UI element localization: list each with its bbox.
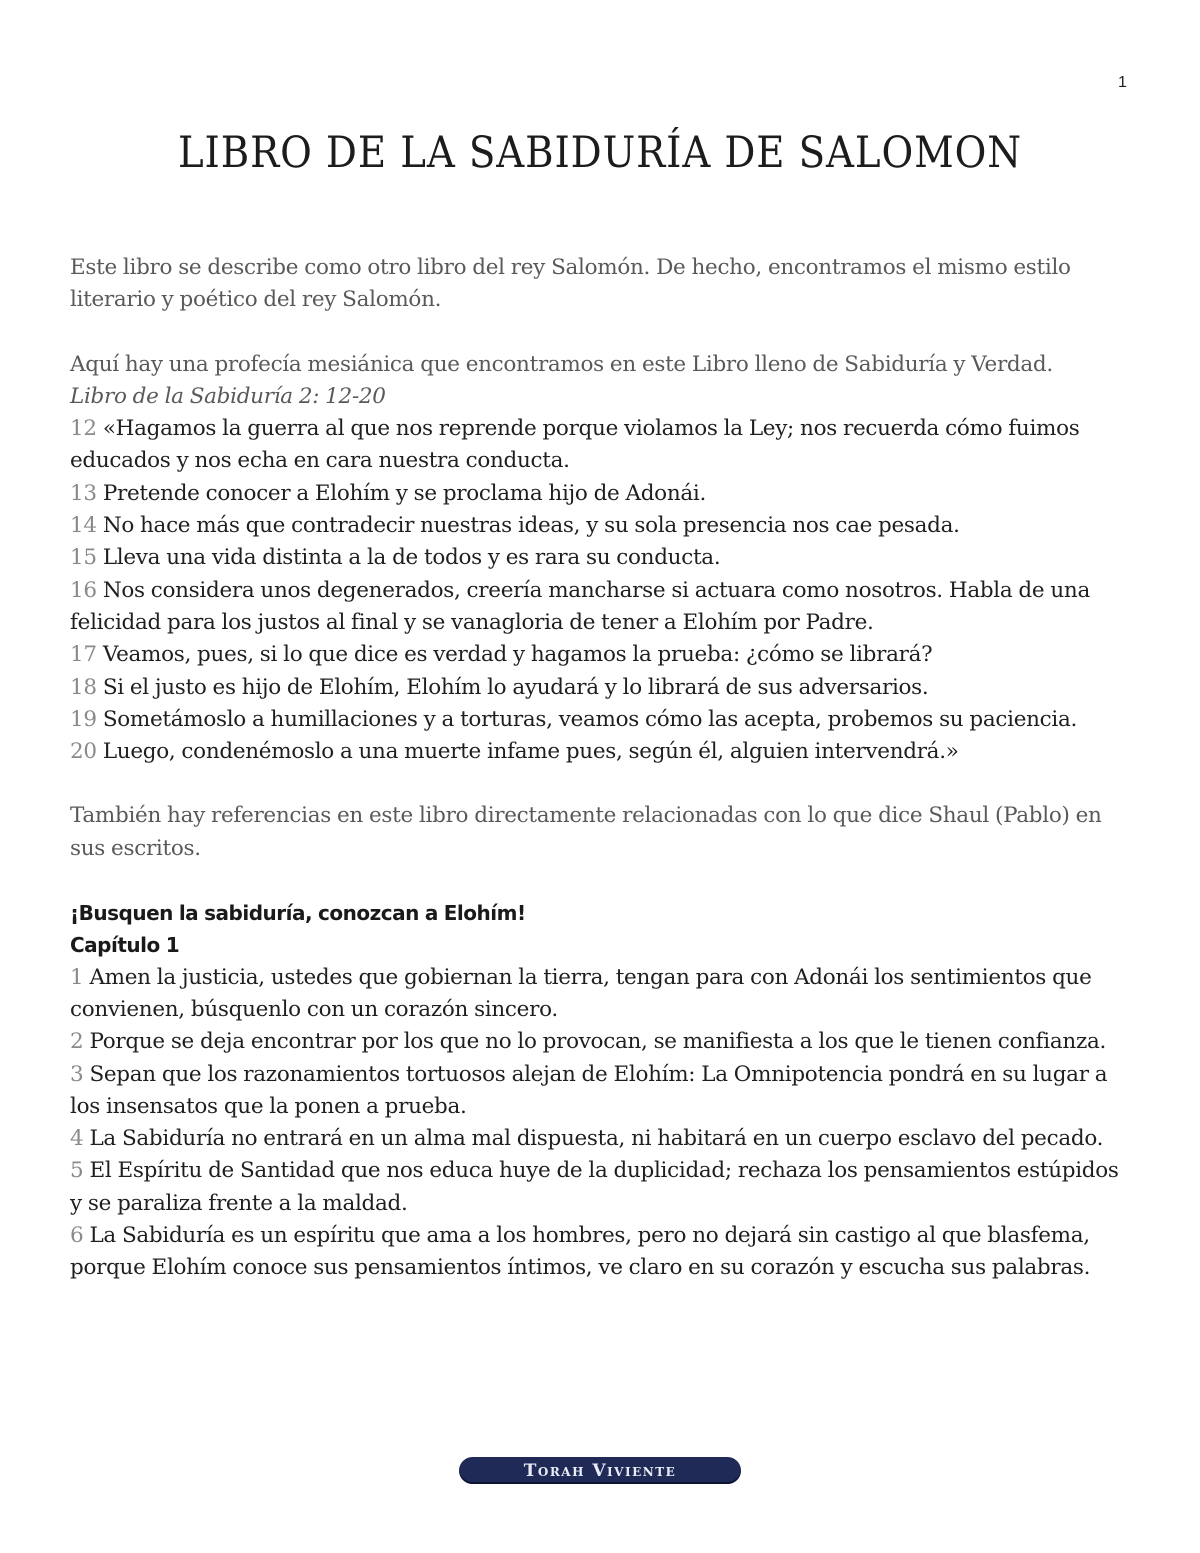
verse-number: 6: [70, 1223, 84, 1249]
verse-number: 14: [70, 513, 97, 539]
verse-number: 3: [70, 1061, 84, 1087]
intro-paragraph: Este libro se describe como otro libro del rey Salomón. De hecho, encontramos el mismo estilo literario y poético del rey Salomón.: [70, 255, 1071, 313]
verse: [70, 639, 1132, 671]
verse-text: Nos considera unos degenerados, creería mancharse si actuara como nosotros. Habla de una felicidad para los justos al final y se vanagloria de tener a Elohím por Padre.: [70, 577, 1090, 635]
verse-text: Amen la justicia, ustedes que gobiernan la tierra, tengan para con Adonái los sentimientos que convienen, búsquenlo con un corazón sincero.: [70, 964, 1092, 1022]
verse-text: Luego, condenémoslo a una muerte infame pues, según él, alguien intervendrá.»: [102, 739, 959, 765]
chapter-heading: Capítulo 1: [70, 933, 180, 958]
logo-text: Torah Viviente: [523, 1460, 677, 1481]
verse-text: No hace más que contradecir nuestras ideas, y su sola presencia nos cae pesada.: [102, 513, 960, 539]
verse: [70, 478, 1132, 510]
verse-number: 12: [70, 416, 97, 442]
verse: [70, 672, 1132, 704]
verse-text: Lleva una vida distinta a la de todos y es rara su conducta.: [102, 545, 721, 571]
verse-text: Sepan que los razonamientos tortuosos alejan de Elohím: La Omnipotencia pondrá en su lugar a los insensatos que la ponen a prueba.: [70, 1061, 1108, 1119]
verse-text: La Sabiduría es un espíritu que ama a los hombres, pero no dejará sin castigo al que blasfema, porque Elohím conoce sus pensamientos íntimos, ve claro en su corazón y escucha sus palabras.: [70, 1223, 1091, 1281]
page-title: LIBRO DE LA SABIDURÍA DE SALOMON: [177, 128, 1023, 178]
verse: [70, 1123, 1132, 1155]
verse-number: 17: [70, 642, 97, 668]
verse-number: 1: [70, 964, 84, 990]
verse-text: Porque se deja encontrar por los que no lo provocan, se manifiesta a los que le tienen confianza.: [89, 1029, 1107, 1055]
verse-number: 20: [70, 739, 97, 765]
verse-text: Si el justo es hijo de Elohím, Elohím lo ayudará y lo librará de sus adversarios.: [102, 674, 929, 700]
verse-number: 13: [70, 480, 97, 506]
verse: [70, 736, 1132, 768]
verse-number: 18: [70, 674, 97, 700]
verse: [70, 1220, 1132, 1285]
verse: [70, 1059, 1132, 1124]
verse-text: «Hagamos la guerra al que nos reprende porque violamos la Ley; nos recuerda cómo fuimos educados y nos echa en cara nuestra conducta.: [70, 416, 1080, 474]
document-body: [70, 252, 1132, 1285]
verse: [70, 542, 1132, 574]
verse-number: 5: [70, 1158, 84, 1184]
verse-text: La Sabiduría no entrará en un alma mal dispuesta, ni habitará en un cuerpo esclavo del pecado.: [89, 1126, 1104, 1152]
verse-number: 15: [70, 545, 97, 571]
verse: [70, 962, 1132, 1027]
verse: [70, 1155, 1132, 1220]
verse-text: Veamos, pues, si lo que dice es verdad y hagamos la prueba: ¿cómo se librará?: [102, 642, 933, 668]
shaul-note: También hay referencias en este libro directamente relacionadas con lo que dice Shaul (Pablo) en sus escritos.: [70, 803, 1102, 861]
verse-number: 16: [70, 577, 97, 603]
verse-text: El Espíritu de Santidad que nos educa huye de la duplicidad; rechaza los pensamientos estúpidos y se paraliza frente a la maldad.: [70, 1158, 1119, 1216]
verse-text: Sometámoslo a humillaciones y a torturas, veamos cómo las acepta, probemos su paciencia.: [102, 706, 1078, 732]
verse-text: Pretende conocer a Elohím y se proclama hijo de Adonái.: [102, 480, 707, 506]
verse: [70, 575, 1132, 640]
verse-number: 2: [70, 1029, 84, 1055]
scripture-reference: Libro de la Sabiduría 2: 12-20: [70, 383, 386, 409]
torah-viviente-logo: [459, 1457, 741, 1484]
verse: [70, 413, 1132, 478]
intro-paragraph: Aquí hay una profecía mesiánica que encontramos en este Libro lleno de Sabiduría y Verdad.: [70, 351, 1053, 377]
verse: [70, 1026, 1132, 1058]
section-heading: ¡Busquen la sabiduría, conozcan a Elohím!: [70, 901, 526, 926]
verse: [70, 510, 1132, 542]
verse-number: 19: [70, 706, 97, 732]
page-number: 1: [1118, 74, 1127, 91]
verse: [70, 704, 1132, 736]
verse-number: 4: [70, 1126, 84, 1152]
